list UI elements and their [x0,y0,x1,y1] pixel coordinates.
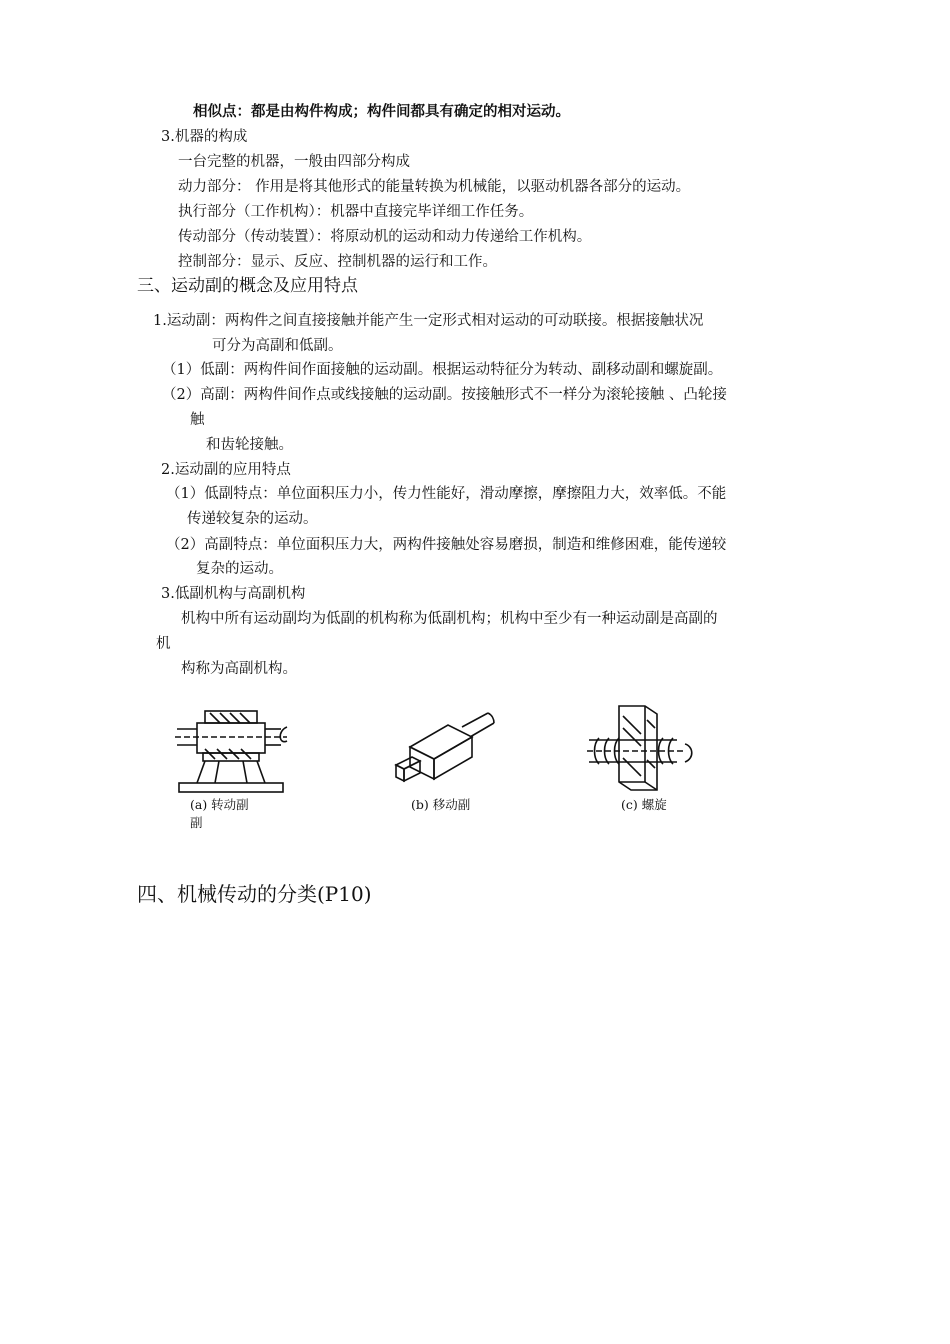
text-line: 机构中所有运动副均为低副的机构称为低副机构；机构中至少有一种运动副是高副的 [181,611,718,627]
section-heading-three: 三、运动副的概念及应用特点 [137,276,358,296]
section-heading-four: 四、机械传动的分类(P10) [137,882,372,906]
text-line: 复杂的运动。 [196,561,283,577]
text-line: （1）低副特点：单位面积压力小，传力性能好，滑动摩擦，摩擦阻力大，效率低。不能 [166,486,727,502]
revolute-pair-figure [175,705,300,795]
text-line: （1）低副：两构件间作面接触的运动副。根据运动特征分为转动、副移动副和螺旋副。 [162,362,723,378]
figure-a-caption-cont: 副 [190,815,203,830]
text-line: 控制部分：显示、反应、控制机器的运行和工作。 [178,254,497,270]
text-line: 可分为高副和低副。 [212,338,343,354]
text-line: 构称为高副机构。 [181,661,297,677]
application-heading: 2.运动副的应用特点 [161,462,291,478]
screw-pair-figure [585,700,700,795]
text-line: 1.运动副：两构件之间直接接触并能产生一定形式相对运动的可动联接。根据接触状况 [153,313,704,329]
text-line: 一台完整的机器，一般由四部分构成 [178,154,410,170]
text-line: 执行部分（工作机构）：机器中直接完毕详细工作任务。 [178,204,534,220]
prismatic-pair-figure [390,705,500,790]
similarity-line: 相似点：都是由构件构成；构件间都具有确定的相对运动。 [193,103,570,120]
text-line: 传递较复杂的运动。 [187,511,318,527]
figure-c-caption: (c) 螺旋 [621,797,667,812]
figure-b-caption: (b) 移动副 [411,797,471,812]
text-line: （2）高副：两构件间作点或线接触的运动副。按接触形式不一样分为滚轮接触 、凸轮接 [162,387,727,403]
text-line: 传动部分（传动装置）：将原动机的运动和动力传递给工作机构。 [178,229,592,245]
text-line: 机 [156,636,171,652]
text-line: 和齿轮接触。 [206,437,293,453]
text-line: 动力部分： 作用是将其他形式的能量转换为机械能，以驱动机器各部分的运动。 [178,179,691,195]
figure-a-caption: (a) 转动副 [190,797,249,812]
text-line: （2）高副特点：单位面积压力大，两构件接触处容易磨损，制造和维修困难，能传递较 [166,537,727,553]
mechanism-heading: 3.低副机构与高副机构 [161,586,306,602]
text-line: 触 [190,412,205,428]
machine-composition-heading: 3.机器的构成 [161,129,248,145]
